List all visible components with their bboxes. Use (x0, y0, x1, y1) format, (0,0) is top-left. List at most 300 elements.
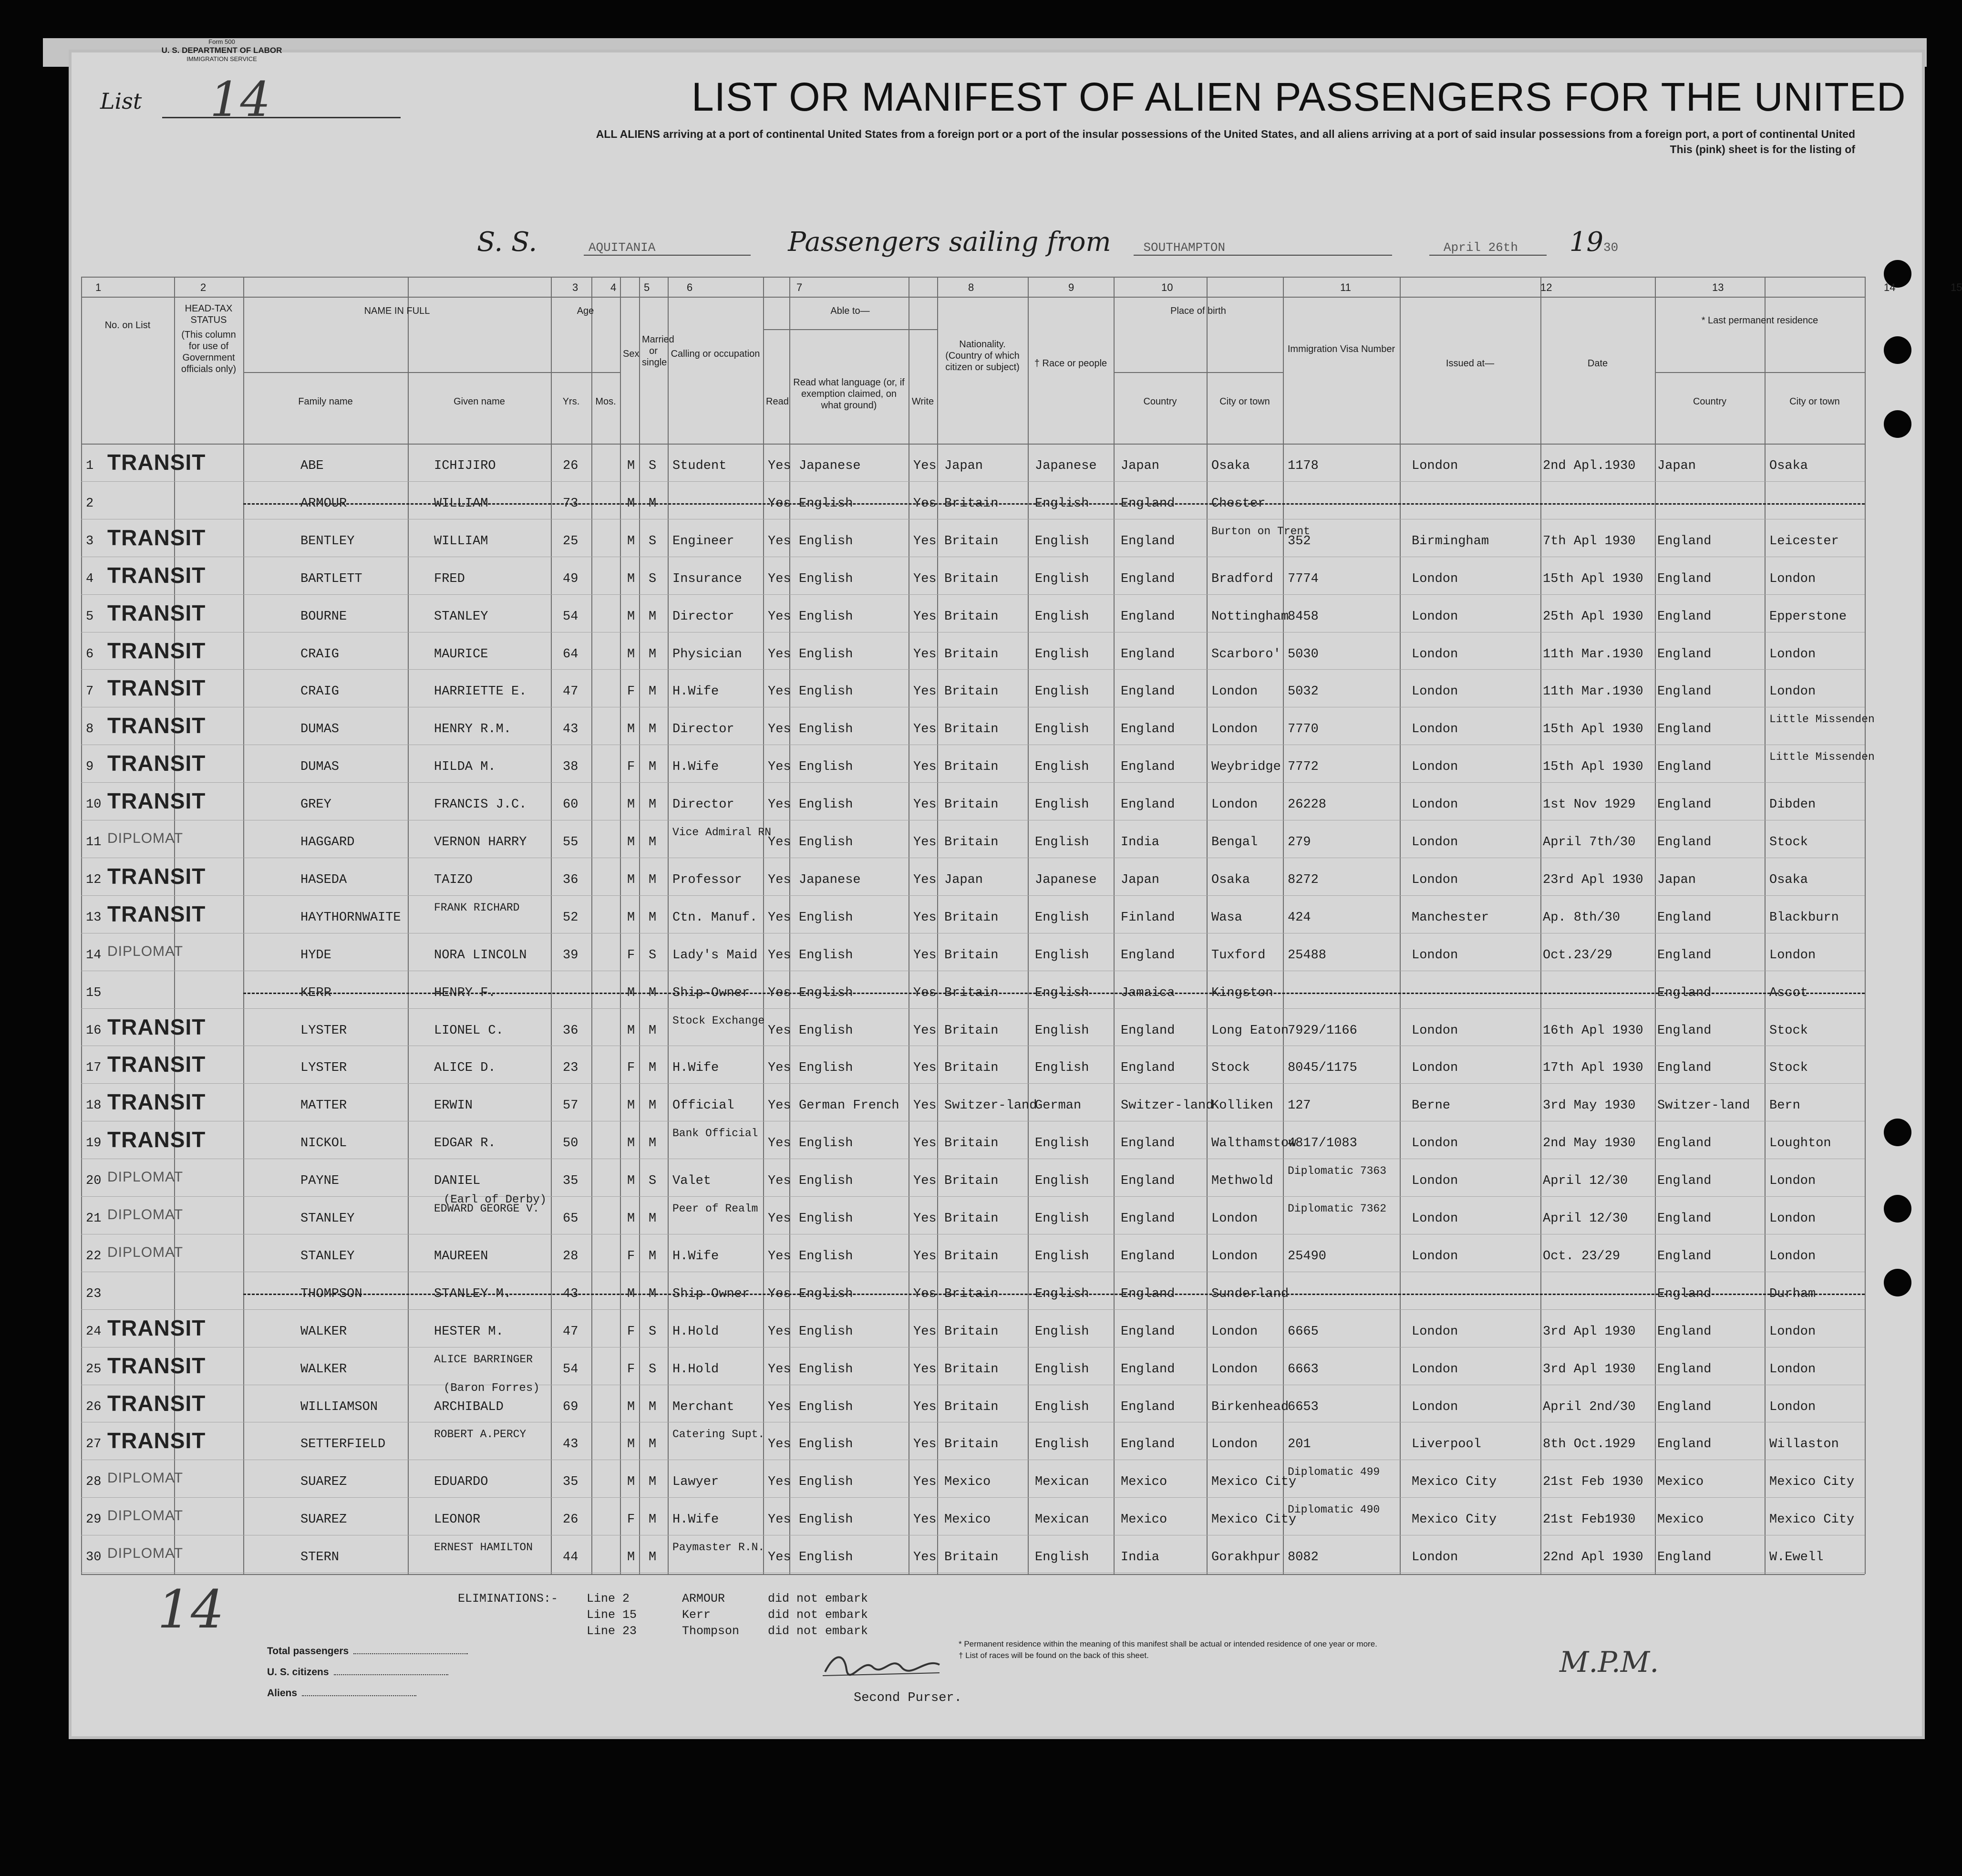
form-number: Form 500 (208, 38, 235, 45)
sex: M (627, 1475, 635, 1490)
marital-status: M (649, 1513, 657, 1527)
sex: M (627, 496, 635, 511)
read-language: English (799, 609, 853, 624)
occupation: Vice Admiral RN (672, 826, 772, 839)
row-number: 11 (86, 835, 102, 850)
occupation: Stock Exchange (672, 1014, 765, 1027)
punch-hole (1884, 1195, 1911, 1223)
visa-number: 8458 (1288, 609, 1319, 624)
can-write: Yes (913, 760, 937, 775)
no-on-list-header: No. on List (104, 320, 151, 331)
read-language: English (799, 684, 853, 699)
family-name: DUMAS (300, 722, 340, 737)
family-name: BENTLEY (300, 534, 355, 549)
race-header: † Race or people (1034, 358, 1107, 369)
sex: M (627, 798, 635, 812)
nationality: Britain (944, 1399, 999, 1414)
issued-at: London (1412, 1550, 1458, 1565)
can-read: Yes (768, 684, 791, 699)
totals (267, 1641, 468, 1704)
nationality: Mexico (944, 1475, 991, 1490)
nationality: Britain (944, 798, 999, 812)
visa-date: 2nd May 1930 (1543, 1136, 1636, 1151)
issued-at: Mexico City (1412, 1513, 1497, 1527)
birth-city: Nottingham (1211, 609, 1289, 624)
birth-city: Walthamstow (1211, 1136, 1297, 1151)
can-read: Yes (768, 798, 791, 812)
age: 25 (563, 534, 578, 549)
sex: M (627, 1399, 635, 1414)
issued-at: London (1412, 1023, 1458, 1038)
age: 43 (563, 1437, 578, 1452)
sex: F (627, 1513, 635, 1527)
family-name-header: Family name (298, 396, 353, 407)
age: 65 (563, 1212, 578, 1226)
read-language: English (799, 985, 853, 1000)
sex: F (627, 1362, 635, 1377)
race: English (1035, 571, 1089, 586)
title-note: (Earl of Derby) (444, 1193, 547, 1206)
race: English (1035, 1286, 1089, 1301)
occupation: Official (672, 1099, 734, 1113)
residence-country: England (1657, 1324, 1712, 1339)
residence-country: England (1657, 1399, 1712, 1414)
marital-status: M (649, 1475, 657, 1490)
race: English (1035, 1136, 1089, 1151)
residence-city: London (1769, 1324, 1816, 1339)
list-label: List (100, 88, 142, 114)
issued-at: London (1412, 684, 1458, 699)
age: 44 (563, 1550, 578, 1565)
column-number: 11 (1340, 281, 1351, 293)
head-tax-stamp: TRANSIT (107, 1089, 206, 1115)
elimination-row (458, 1623, 925, 1639)
visa-number: 201 (1288, 1437, 1311, 1452)
given-name: EDGAR R. (434, 1136, 496, 1151)
nationality: Britain (944, 684, 999, 699)
age: 28 (563, 1249, 578, 1264)
birth-country: England (1121, 534, 1175, 549)
birth-country-header: Country (1143, 396, 1177, 407)
occupation: Ctn. Manuf. (672, 910, 758, 925)
family-name: WILLIAMSON (300, 1399, 378, 1414)
read-language: English (799, 1513, 853, 1527)
race: English (1035, 1324, 1089, 1339)
family-name: NICKOL (300, 1136, 347, 1151)
age: 36 (563, 1023, 578, 1038)
departure-port: SOUTHAMPTON (1134, 240, 1392, 256)
subheader-rule (1655, 372, 1865, 373)
residence-city: London (1769, 571, 1816, 586)
given-name: STANLEY (434, 609, 488, 624)
residence-country: England (1657, 835, 1712, 850)
manifest-title: LIST OR MANIFEST OF ALIEN PASSENGERS FOR THE UNITED (692, 74, 1906, 119)
birth-city: Bradford (1211, 571, 1273, 586)
race: English (1035, 1399, 1089, 1414)
can-write: Yes (913, 571, 937, 586)
row-number: 14 (86, 948, 102, 963)
can-write: Yes (913, 1061, 937, 1076)
given-name: WILLIAM (434, 534, 488, 549)
ship-name: AQUITANIA (584, 240, 751, 256)
occupation: H.Wife (672, 1249, 719, 1264)
table-rule (81, 277, 1865, 278)
sex: M (627, 985, 635, 1000)
birth-city: London (1211, 798, 1258, 812)
visa-date: 21st Feb 1930 (1543, 1475, 1643, 1490)
can-write: Yes (913, 684, 937, 699)
issued-at: London (1412, 1212, 1458, 1226)
subtitle-line-1: ALL ALIENS arriving at a port of continental United States from a foreign port or a port of the insular possessions of the United States, and all aliens arriving at a port of said insular possessions from a foreign port, a port of continental United (596, 128, 1855, 140)
given-name: ICHIJIRO (434, 459, 496, 473)
can-read: Yes (768, 722, 791, 737)
issued-at: London (1412, 1061, 1458, 1076)
subheader-rule (243, 372, 551, 373)
head-tax-stamp: DIPLOMAT (107, 1169, 184, 1185)
read-language: English (799, 1023, 853, 1038)
birth-country: Japan (1121, 872, 1160, 887)
row-rule (81, 1497, 1865, 1498)
given-name: HILDA M. (434, 760, 496, 775)
subheader-rule (763, 329, 937, 330)
read-language: English (799, 1174, 853, 1189)
strike-line (243, 503, 1865, 505)
head-tax-stamp: TRANSIT (107, 1428, 206, 1453)
can-read: Yes (768, 1475, 791, 1490)
marital-status: M (649, 1099, 657, 1113)
read-language: English (799, 1249, 853, 1264)
birth-country: England (1121, 571, 1175, 586)
race: English (1035, 798, 1089, 812)
issued-at: London (1412, 1174, 1458, 1189)
birth-city: Kingston (1211, 985, 1273, 1000)
can-write: Yes (913, 1437, 937, 1452)
occupation: Physician (672, 647, 742, 662)
sex: M (627, 647, 635, 662)
sex: M (627, 1550, 635, 1565)
race: English (1035, 910, 1089, 925)
marital-status: S (649, 459, 657, 473)
family-name: SUAREZ (300, 1513, 347, 1527)
can-write: Yes (913, 1174, 937, 1189)
age: 26 (563, 459, 578, 473)
given-name: LIONEL C. (434, 1023, 504, 1038)
marital-status: S (649, 534, 657, 549)
visa-number: 7774 (1288, 571, 1319, 586)
birth-country: England (1121, 647, 1175, 662)
can-write: Yes (913, 722, 937, 737)
given-name: FRANK RICHARD (434, 901, 520, 914)
birth-country: England (1121, 1061, 1175, 1076)
birth-country: Jamaica (1121, 985, 1175, 1000)
column-rule (1655, 277, 1656, 1574)
birth-city: Kolliken (1211, 1099, 1273, 1113)
row-number: 5 (86, 609, 94, 624)
write-header: Write (911, 396, 934, 407)
visa-date: Ap. 8th/30 (1543, 910, 1621, 925)
marital-status: M (649, 1550, 657, 1565)
column-number: 14 (1884, 281, 1896, 293)
age: 35 (563, 1475, 578, 1490)
row-number: 10 (86, 798, 102, 812)
date-header: Date (1587, 358, 1608, 369)
can-write: Yes (913, 1136, 937, 1151)
race: English (1035, 1362, 1089, 1377)
row-number: 9 (86, 760, 94, 775)
row-number: 26 (86, 1399, 102, 1414)
residence-country: Mexico (1657, 1475, 1704, 1490)
title-note: (Baron Forres) (444, 1381, 540, 1395)
res-city-header: City or town (1789, 396, 1840, 407)
marital-status: M (649, 1437, 657, 1452)
sex: M (627, 1437, 635, 1452)
sex-header: Sex (623, 349, 640, 359)
family-name: ABE (300, 459, 324, 473)
birth-city: London (1211, 1212, 1258, 1226)
residence-city: Durham (1769, 1286, 1816, 1301)
race: English (1035, 609, 1089, 624)
age: 47 (563, 684, 578, 699)
residence-country: England (1657, 948, 1712, 963)
residence-city: London (1769, 647, 1816, 662)
issued-at: London (1412, 1249, 1458, 1264)
residence-country: England (1657, 609, 1712, 624)
birth-country: Finland (1121, 910, 1175, 925)
race: English (1035, 496, 1089, 511)
read-language: English (799, 1212, 853, 1226)
occupation: Merchant (672, 1399, 734, 1414)
nationality: Britain (944, 722, 999, 737)
birth-city: London (1211, 1362, 1258, 1377)
nationality: Japan (944, 872, 983, 887)
birth-city: Stock (1211, 1061, 1250, 1076)
visa-date: April 2nd/30 (1543, 1399, 1636, 1414)
table-rule (81, 444, 1865, 445)
age: 49 (563, 571, 578, 586)
residence-country: England (1657, 684, 1712, 699)
issued-at: London (1412, 835, 1458, 850)
birth-city-header: City or town (1219, 396, 1270, 407)
can-write: Yes (913, 1249, 937, 1264)
column-rule (1865, 277, 1866, 1574)
elim-note: did not embark (768, 1607, 868, 1622)
elim-line: Line 23 (587, 1624, 637, 1638)
issued-at: London (1412, 798, 1458, 812)
visa-date: 23rd Apl 1930 (1543, 872, 1643, 887)
sex: M (627, 459, 635, 473)
can-write: Yes (913, 1099, 937, 1113)
birth-country: England (1121, 1249, 1175, 1264)
family-name: WALKER (300, 1362, 347, 1377)
elim-note: did not embark (768, 1624, 868, 1638)
birth-city: Birkenhead (1211, 1399, 1289, 1414)
visa-number: Diplomatic 7362 (1288, 1202, 1387, 1215)
given-name: LEONOR (434, 1513, 481, 1527)
race: Mexican (1035, 1513, 1089, 1527)
read-language: English (799, 760, 853, 775)
read-language: English (799, 798, 853, 812)
can-write: Yes (913, 910, 937, 925)
issued-at: London (1412, 948, 1458, 963)
row-number: 12 (86, 872, 102, 887)
issued-at-header: Issued at— (1446, 358, 1495, 369)
row-number: 27 (86, 1437, 102, 1452)
nationality: Britain (944, 1023, 999, 1038)
race: English (1035, 985, 1089, 1000)
place-of-birth-header: Place of birth (1170, 306, 1226, 316)
issued-at: Berne (1412, 1099, 1451, 1113)
family-name: BOURNE (300, 609, 347, 624)
birth-country: India (1121, 1550, 1160, 1565)
birth-country: England (1121, 684, 1175, 699)
read-language: English (799, 910, 853, 925)
head-tax-stamp: DIPLOMAT (107, 1207, 184, 1223)
birth-city: Long Eaton (1211, 1023, 1289, 1038)
residence-city: Willaston (1769, 1437, 1839, 1452)
birth-country: Mexico (1121, 1475, 1167, 1490)
occupation: Lady's Maid (672, 948, 758, 963)
can-read: Yes (768, 609, 791, 624)
residence-city: Osaka (1769, 872, 1808, 887)
row-number: 16 (86, 1023, 102, 1038)
visa-header: Immigration Visa Number (1287, 344, 1395, 354)
birth-country: England (1121, 1212, 1175, 1226)
row-rule (81, 594, 1865, 595)
aliens-label: Aliens (267, 1688, 298, 1699)
manifest-table (81, 277, 1962, 1574)
can-read: Yes (768, 1212, 791, 1226)
sex: F (627, 1249, 635, 1264)
birth-country: India (1121, 835, 1160, 850)
column-rule (1114, 277, 1115, 1574)
residence-city: London (1769, 1249, 1816, 1264)
punch-hole (1884, 336, 1911, 364)
birth-country: England (1121, 609, 1175, 624)
can-read: Yes (768, 1399, 791, 1414)
visa-date: 3rd Apl 1930 (1543, 1324, 1636, 1339)
family-name: THOMPSON (300, 1286, 362, 1301)
ss-label: S. S. (477, 227, 537, 258)
row-number: 24 (86, 1324, 102, 1339)
column-rule (591, 277, 592, 1574)
race: Japanese (1035, 872, 1097, 887)
age: 26 (563, 1513, 578, 1527)
visa-number: 1178 (1288, 459, 1319, 473)
visa-date: 15th Apl 1930 (1543, 571, 1643, 586)
can-write: Yes (913, 1286, 937, 1301)
birth-city: Chester (1211, 496, 1266, 511)
marital-status: M (649, 872, 657, 887)
residence-city: London (1769, 684, 1816, 699)
residence-country: England (1657, 1286, 1712, 1301)
read-language: English (799, 1324, 853, 1339)
calling-header: Calling or occupation (671, 349, 760, 359)
nationality: Britain (944, 985, 999, 1000)
list-number: 14 (210, 72, 271, 127)
race: English (1035, 1437, 1089, 1452)
column-rule (1283, 277, 1284, 1574)
can-write: Yes (913, 1513, 937, 1527)
can-read: Yes (768, 1249, 791, 1264)
row-number: 7 (86, 684, 94, 699)
residence-city: Epperstone (1769, 609, 1847, 624)
read-language: English (799, 571, 853, 586)
given-name: MAURICE (434, 647, 488, 662)
visa-number: 7929/1166 (1288, 1023, 1357, 1038)
head-tax-stamp: TRANSIT (107, 525, 206, 550)
residence-country: Japan (1657, 459, 1696, 473)
row-number: 30 (86, 1550, 102, 1565)
nationality: Britain (944, 571, 999, 586)
residence-city: Leicester (1769, 534, 1839, 549)
visa-number: 25488 (1288, 948, 1327, 963)
given-name: STANLEY M. (434, 1286, 512, 1301)
age: 69 (563, 1399, 578, 1414)
visa-number: 279 (1288, 835, 1311, 850)
can-read: Yes (768, 459, 791, 473)
nationality: Britain (944, 609, 999, 624)
sex: M (627, 910, 635, 925)
occupation: Professor (672, 872, 742, 887)
can-write: Yes (913, 948, 937, 963)
residence-country: England (1657, 1174, 1712, 1189)
residence-city: Stock (1769, 835, 1808, 850)
column-number: 12 (1540, 281, 1552, 293)
residence-city: Stock (1769, 1023, 1808, 1038)
race: English (1035, 684, 1089, 699)
can-write: Yes (913, 609, 937, 624)
family-name: MATTER (300, 1099, 347, 1113)
read-language: English (799, 534, 853, 549)
sex: M (627, 722, 635, 737)
sex: M (627, 571, 635, 586)
race: English (1035, 722, 1089, 737)
marital-status: M (649, 496, 657, 511)
residence-city: Little Missenden (1769, 751, 1875, 764)
sex: M (627, 835, 635, 850)
head-tax-stamp: TRANSIT (107, 863, 206, 889)
column-rule (243, 277, 244, 1574)
head-tax-stamp: TRANSIT (107, 1353, 206, 1378)
residence-city: W.Ewell (1769, 1550, 1824, 1565)
us-citizens-label: U. S. citizens (267, 1667, 329, 1678)
family-name: LYSTER (300, 1061, 347, 1076)
row-rule (81, 1196, 1865, 1197)
family-name: ARMOUR (300, 496, 347, 511)
head-tax-stamp: DIPLOMAT (107, 1244, 184, 1260)
read-language: Japanese (799, 459, 861, 473)
elim-note: did not embark (768, 1592, 868, 1606)
list-underline (162, 117, 401, 118)
given-name: TAIZO (434, 872, 473, 887)
nationality: Mexico (944, 1513, 991, 1527)
read-language: English (799, 835, 853, 850)
birth-city: London (1211, 1437, 1258, 1452)
row-rule (81, 1083, 1865, 1084)
married-header: Married or single (642, 334, 674, 368)
marital-status: M (649, 647, 657, 662)
visa-date: 2nd Apl.1930 (1543, 459, 1636, 473)
visa-number: 26228 (1288, 798, 1327, 812)
head-tax-note: (This column for use of Government officials only) (181, 330, 237, 374)
row-number: 21 (86, 1212, 102, 1226)
column-number: 7 (796, 281, 803, 293)
eliminations-label: ELIMINATIONS:- (458, 1592, 558, 1606)
birth-city: Sunderland (1211, 1286, 1289, 1301)
race: Japanese (1035, 459, 1097, 473)
birth-city: Scarboro' (1211, 647, 1281, 662)
residence-country: Switzer-land (1657, 1099, 1750, 1113)
